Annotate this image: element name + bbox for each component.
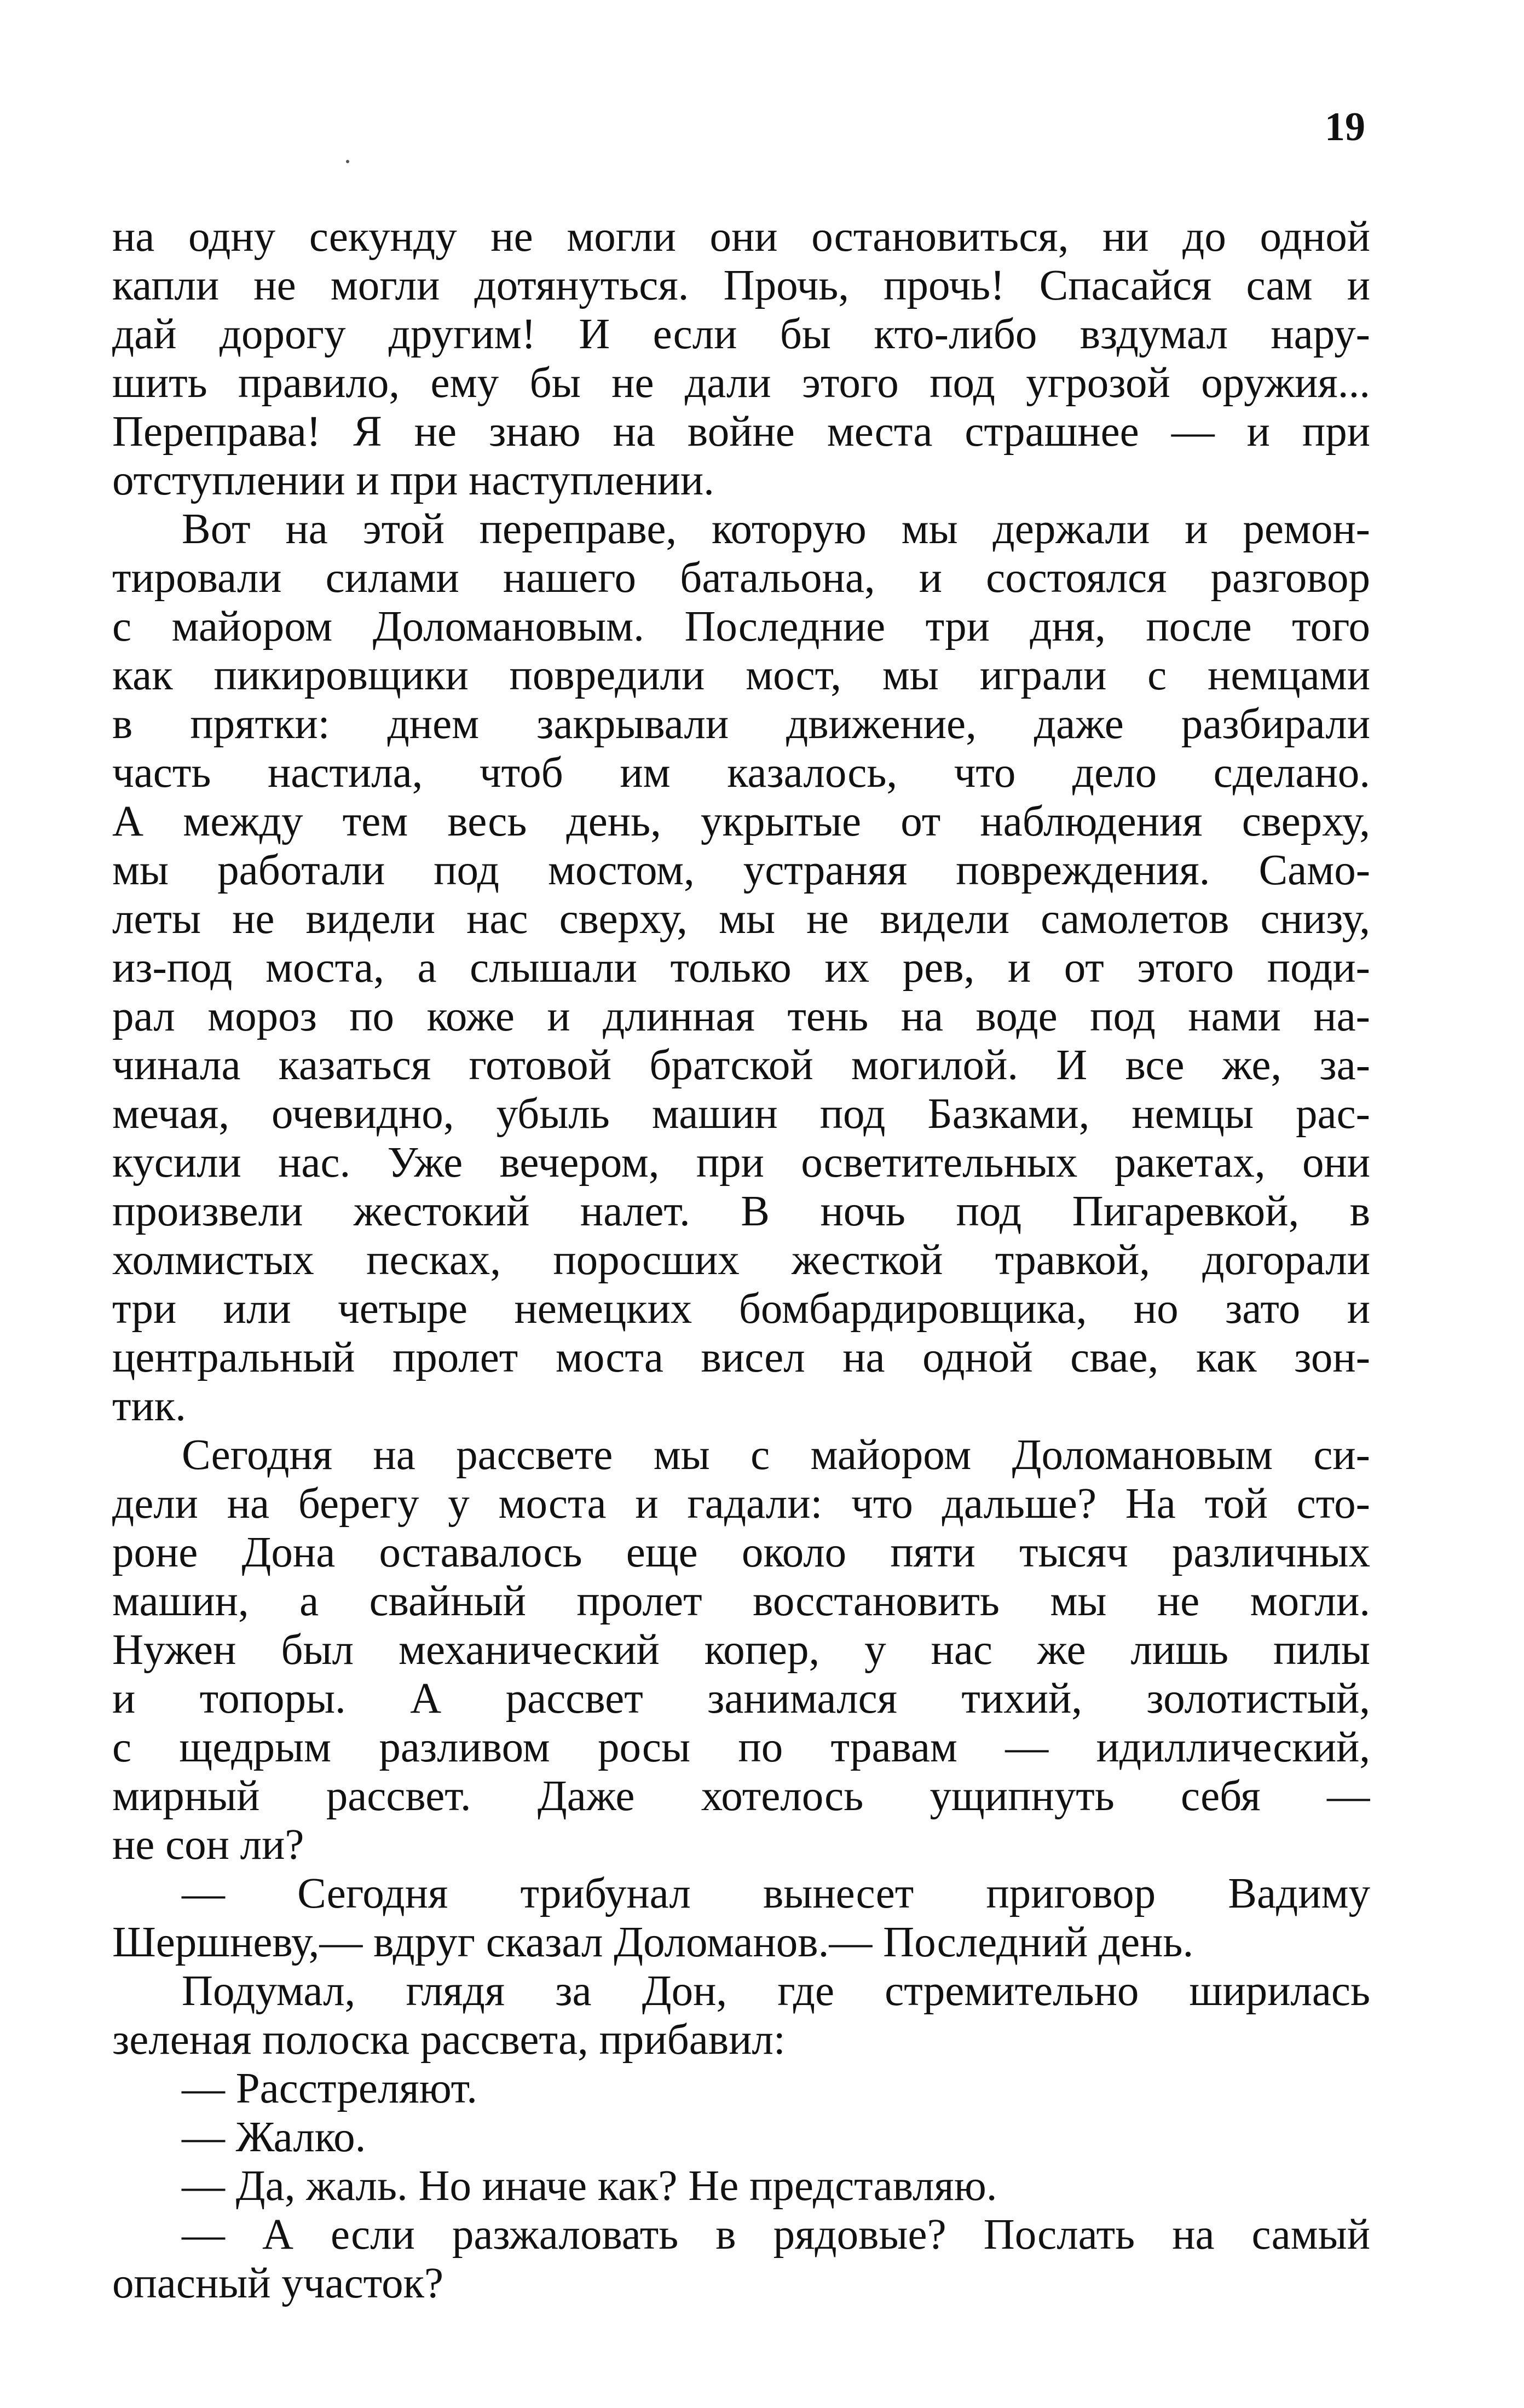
text-line: центральный пролет моста висел на одной свае, как зон- <box>112 1334 1370 1381</box>
text-line: холмистых песках, поросших жесткой травкой, догорали <box>112 1236 1370 1284</box>
text-line: — Расстреляют. <box>182 2065 478 2112</box>
text-line: — А если разжаловать в рядовые? Послать на самый <box>182 2211 1370 2259</box>
text-line: — Да, жаль. Но иначе как? Не представляю. <box>182 2162 997 2210</box>
text-line: Сегодня на рассвете мы с майором Доломановым си- <box>182 1431 1370 1479</box>
text-line: в прятки: днем закрывали движение, даже разбирали <box>112 700 1370 748</box>
text-line: три или четыре немецких бомбардировщика, но зато и <box>112 1285 1370 1333</box>
text-line: — Сегодня трибунал вынесет приговор Вадиму <box>182 1870 1370 1917</box>
text-line: тик. <box>112 1382 186 1430</box>
text-line: кусили нас. Уже вечером, при осветительных ракетах, они <box>112 1139 1370 1186</box>
text-line: рал мороз по коже и длинная тень на воде под нами на- <box>112 993 1370 1040</box>
text-line: и топоры. А рассвет занимался тихий, золотистый, <box>112 1675 1370 1723</box>
text-line: зеленая полоска рассвета, прибавил: <box>112 2016 786 2064</box>
text-line: — Жалко. <box>182 2113 366 2161</box>
text-line: шить правило, ему бы не дали этого под угрозой оружия... <box>112 359 1370 407</box>
text-line: мирный рассвет. Даже хотелось ущипнуть себя — <box>112 1772 1370 1820</box>
text-line: произвели жестокий налет. В ночь под Пигаревкой, в <box>112 1188 1370 1235</box>
text-line: мечая, очевидно, убыль машин под Базками, немцы рас- <box>112 1090 1370 1138</box>
text-line: Вот на этой переправе, которую мы держали и ремон- <box>182 505 1370 553</box>
text-line: А между тем весь день, укрытые от наблюдения сверху, <box>112 798 1370 845</box>
text-line: из-под моста, а слышали только их рев, и от этого поди- <box>112 944 1370 992</box>
text-line: дай дорогу другим! И если бы кто-либо вздумал нару- <box>112 310 1370 358</box>
text-line: на одну секунду не могли они остановиться, ни до одной <box>112 213 1370 261</box>
body-text <box>112 212 1370 2308</box>
text-line: опасный участок? <box>112 2260 444 2307</box>
text-line: Нужен был механический копер, у нас же лишь пилы <box>112 1626 1370 1674</box>
text-line: часть настила, чтоб им казалось, что дело сделано. <box>112 749 1370 797</box>
text-line: чинала казаться готовой братской могилой. И все же, за- <box>112 1041 1370 1089</box>
text-line: Переправа! Я не знаю на войне места страшнее — и при <box>112 408 1370 456</box>
text-line: с майором Доломановым. Последние три дня, после того <box>112 603 1370 650</box>
text-line: Шершневу,— вдруг сказал Доломанов.— Последний день. <box>112 1919 1194 1966</box>
text-line: машин, а свайный пролет восстановить мы не могли. <box>112 1577 1370 1625</box>
page-number: 19 <box>1325 105 1365 149</box>
text-line: тировали силами нашего батальона, и состоялся разговор <box>112 554 1370 602</box>
text-line: Подумал, глядя за Дон, где стремительно ширилась <box>182 1967 1370 2015</box>
text-line: капли не могли дотянуться. Прочь, прочь! Спасайся сам и <box>112 262 1370 309</box>
text-line: отступлении и при наступлении. <box>112 457 714 504</box>
text-line: леты не видели нас сверху, мы не видели самолетов снизу, <box>112 895 1370 943</box>
text-line: с щедрым разливом росы по травам — идиллический, <box>112 1724 1370 1771</box>
text-line: роне Дона оставалось еще около пяти тысяч различных <box>112 1529 1370 1576</box>
text-line: мы работали под мостом, устраняя повреждения. Само- <box>112 846 1370 894</box>
text-line: дели на берегу у моста и гадали: что дальше? На той сто- <box>112 1480 1370 1528</box>
text-line: как пикировщики повредили мост, мы играли с немцами <box>112 652 1370 699</box>
print-speck <box>346 160 349 163</box>
text-line: не сон ли? <box>112 1821 304 1869</box>
